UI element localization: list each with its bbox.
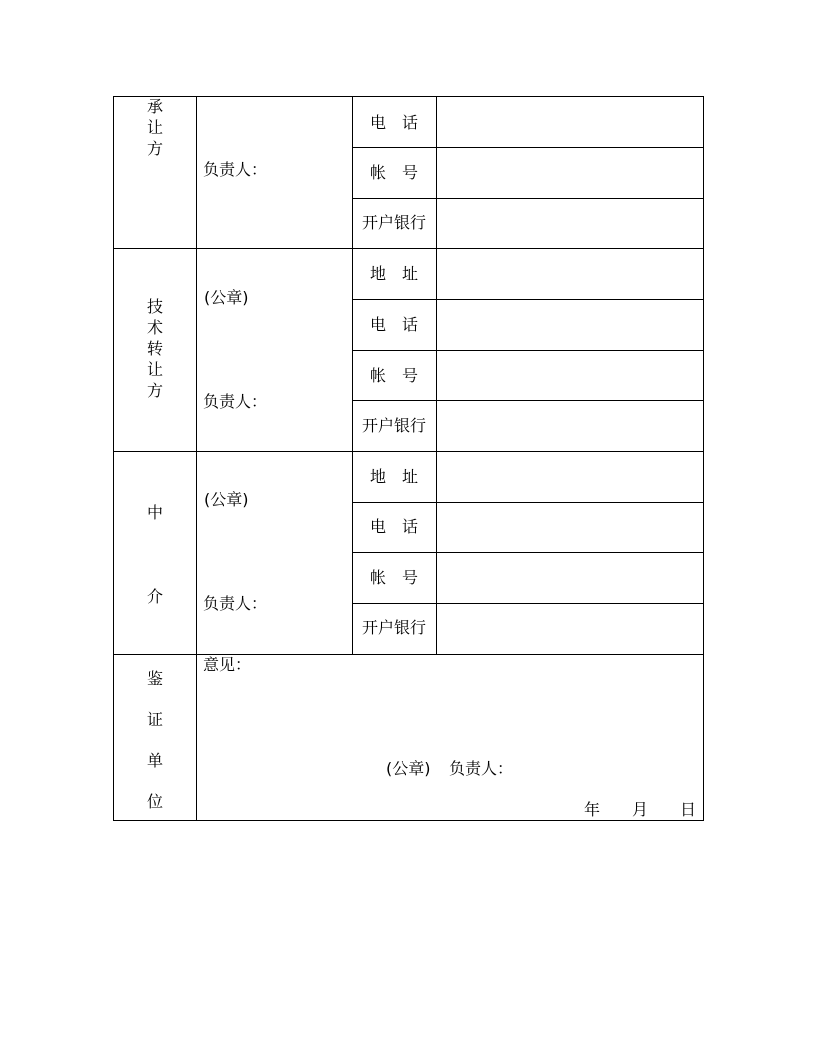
intermediary-seal: (公章) — [204, 490, 249, 509]
intermediary-account-value[interactable] — [437, 553, 703, 603]
certifier-date-month: 月 — [632, 800, 649, 819]
transferor-side-label: 技 术 转 让 方 — [146, 297, 163, 400]
assignee-bank-value[interactable] — [437, 199, 703, 248]
transferor-account-label: 帐 号 — [369, 366, 418, 385]
transferor-bank-label: 开户银行 — [361, 416, 426, 435]
transferor-person-in-charge: 负责人： — [203, 392, 268, 411]
intermediary-address-label: 地 址 — [369, 467, 418, 486]
certifier-date-day: 日 — [680, 800, 697, 819]
section-divider — [113, 654, 704, 655]
certifier-label-dan: 单 — [146, 751, 163, 770]
intermediary-person-in-charge: 负责人： — [203, 594, 268, 613]
certifier-date-year: 年 — [584, 800, 601, 819]
certifier-person-in-charge: 负责人： — [449, 759, 514, 778]
transferor-account-value[interactable] — [437, 351, 703, 400]
certifier-label-zheng: 证 — [146, 710, 163, 729]
transferor-bank-value[interactable] — [437, 401, 703, 451]
assignee-account-value[interactable] — [437, 148, 703, 198]
table-border-left — [113, 96, 114, 821]
transferor-seal: (公章) — [204, 288, 249, 307]
intermediary-label-jie: 介 — [146, 587, 163, 606]
assignee-account-label: 帐 号 — [369, 163, 418, 182]
transferor-phone-label: 电 话 — [369, 315, 418, 334]
intermediary-address-value[interactable] — [437, 452, 703, 502]
intermediary-bank-label: 开户银行 — [361, 618, 426, 637]
intermediary-bank-value[interactable] — [437, 604, 703, 654]
table-border-right — [703, 96, 704, 821]
certifier-label-jian: 鉴 — [146, 669, 163, 688]
assignee-phone-label: 电 话 — [369, 113, 418, 132]
assignee-side-label: 承 让 方 — [146, 97, 163, 158]
intermediary-phone-value[interactable] — [437, 503, 703, 552]
certifier-seal: (公章) — [386, 759, 431, 778]
table-border-bottom — [113, 820, 704, 821]
intermediary-account-label: 帐 号 — [369, 568, 418, 587]
certifier-opinion-label: 意见： — [203, 655, 252, 674]
assignee-phone-value[interactable] — [437, 97, 703, 147]
intermediary-label-zhong: 中 — [146, 503, 163, 522]
transferor-address-value[interactable] — [437, 249, 703, 299]
assignee-bank-label: 开户银行 — [361, 213, 426, 232]
intermediary-phone-label: 电 话 — [369, 517, 418, 536]
certifier-opinion-area[interactable] — [197, 676, 703, 756]
certifier-label-wei: 位 — [146, 792, 163, 811]
transferor-phone-value[interactable] — [437, 300, 703, 350]
assignee-person-in-charge: 负责人： — [203, 160, 268, 179]
transferor-address-label: 地 址 — [369, 264, 418, 283]
